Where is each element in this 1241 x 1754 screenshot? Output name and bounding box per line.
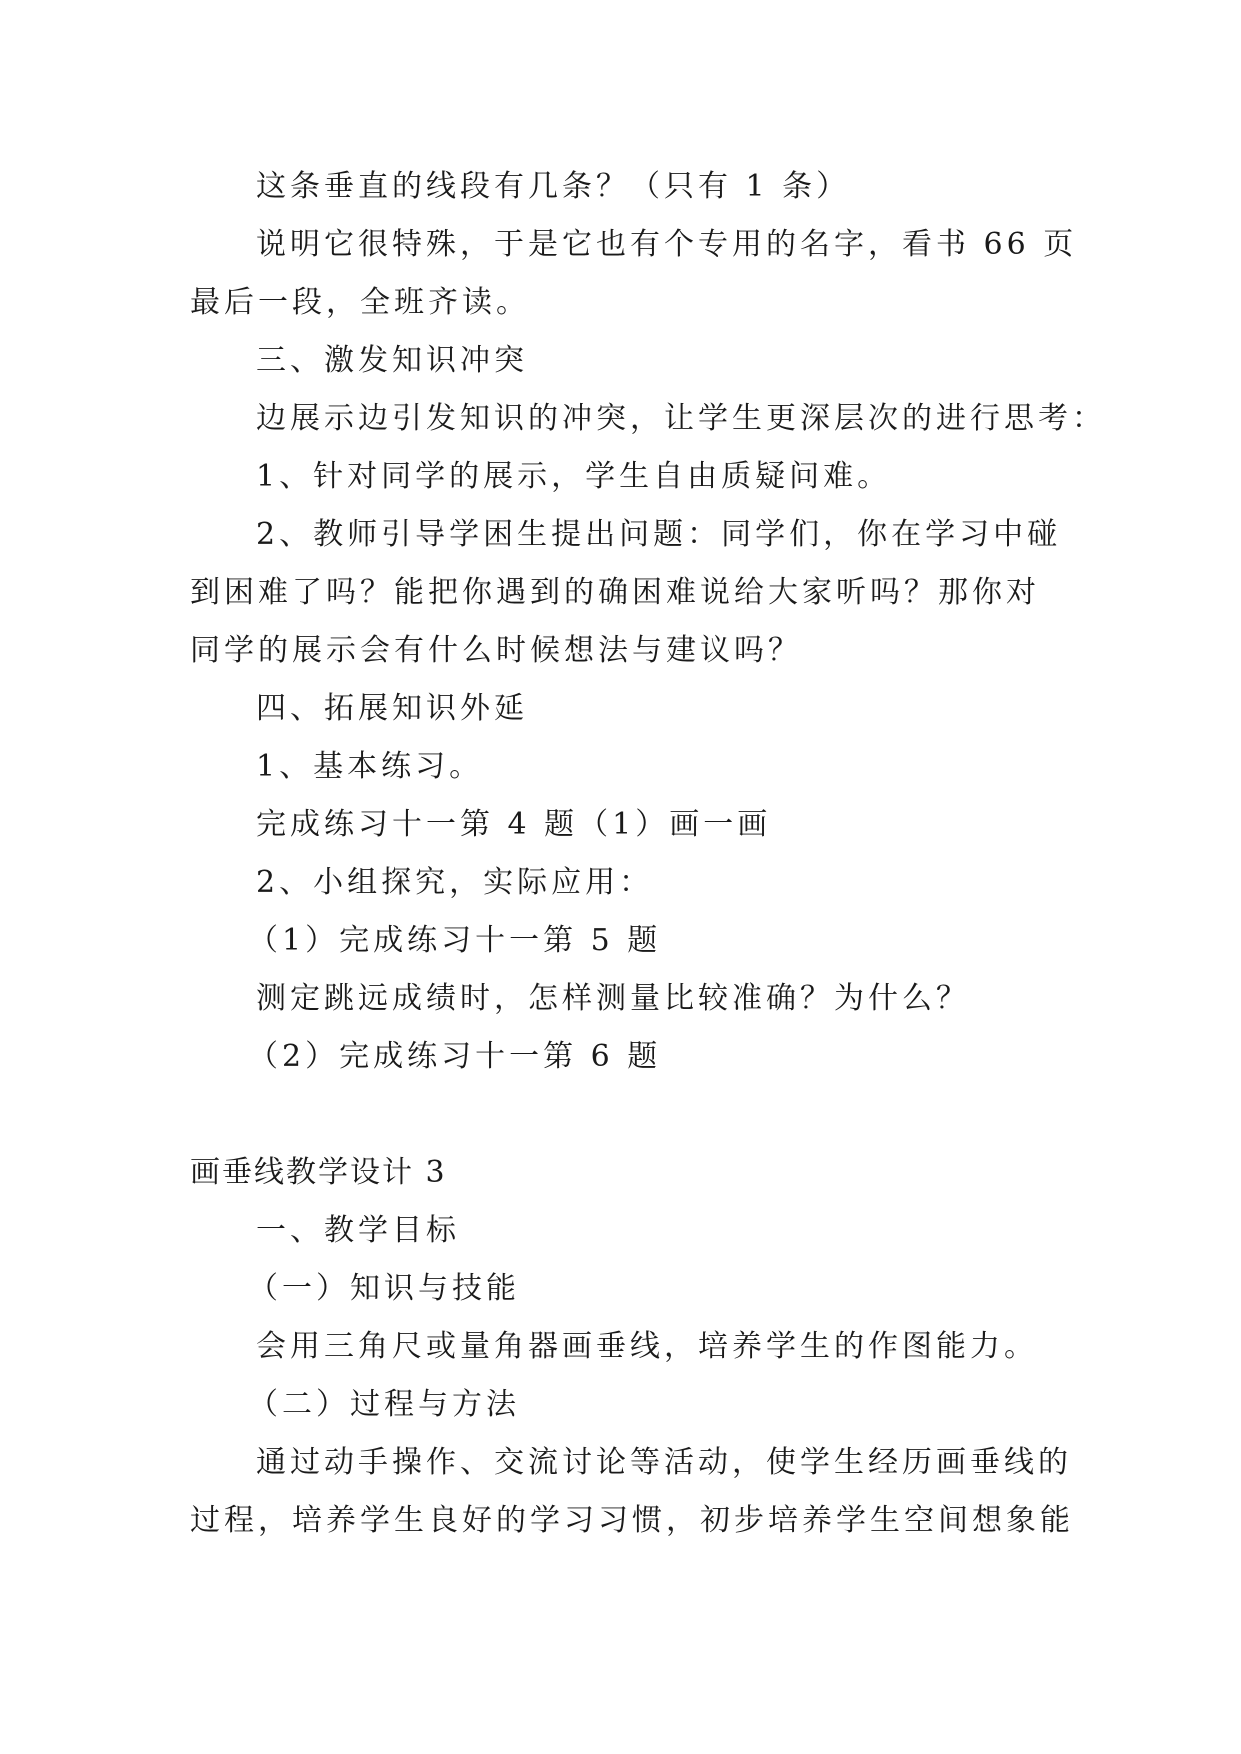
section-heading: 三、激发知识冲突 <box>256 343 528 378</box>
list-item: 2、小组探究，实际应用： <box>256 865 654 900</box>
document-body <box>190 158 1106 1550</box>
list-item: 2、教师引导学困生提出问题：同学们，你在学习中碰 <box>256 517 1062 552</box>
list-item: 1、基本练习。 <box>256 749 484 784</box>
paragraph-line: 同学的展示会有什么时候想法与建议吗？ <box>190 633 802 668</box>
paragraph-line: 这条垂直的线段有几条？（只有 1 条） <box>256 169 851 204</box>
sub-heading: （二）过程与方法 <box>248 1387 520 1422</box>
section-heading: 一、教学目标 <box>256 1213 460 1248</box>
paragraph-line: 边展示边引发知识的冲突，让学生更深层次的进行思考： <box>256 401 1106 436</box>
sub-heading: （一）知识与技能 <box>248 1271 520 1306</box>
paragraph-line: 说明它很特殊，于是它也有个专用的名字，看书 66 页 <box>256 227 1078 262</box>
blank-line <box>190 1086 1050 1144</box>
paragraph-line: 最后一段，全班齐读。 <box>190 285 530 320</box>
document-title: 画垂线教学设计 3 <box>190 1155 447 1190</box>
paragraph-line: 通过动手操作、交流讨论等活动，使学生经历画垂线的 <box>256 1445 1072 1480</box>
paragraph-line: 会用三角尺或量角器画垂线，培养学生的作图能力。 <box>256 1329 1038 1364</box>
paragraph-line: 完成练习十一第 4 题（1）画一画 <box>256 807 772 842</box>
list-item: 1、针对同学的展示，学生自由质疑问难。 <box>256 459 892 494</box>
paragraph-line: 测定跳远成绩时，怎样测量比较准确？为什么？ <box>256 981 970 1016</box>
sub-item: （1）完成练习十一第 5 题 <box>248 923 662 958</box>
paragraph-line: 过程，培养学生良好的学习习惯，初步培养学生空间想象能 <box>190 1503 1074 1538</box>
section-heading: 四、拓展知识外延 <box>256 691 528 726</box>
paragraph-line: 到困难了吗？能把你遇到的确困难说给大家听吗？那你对 <box>190 575 1040 610</box>
sub-item: （2）完成练习十一第 6 题 <box>248 1039 662 1074</box>
